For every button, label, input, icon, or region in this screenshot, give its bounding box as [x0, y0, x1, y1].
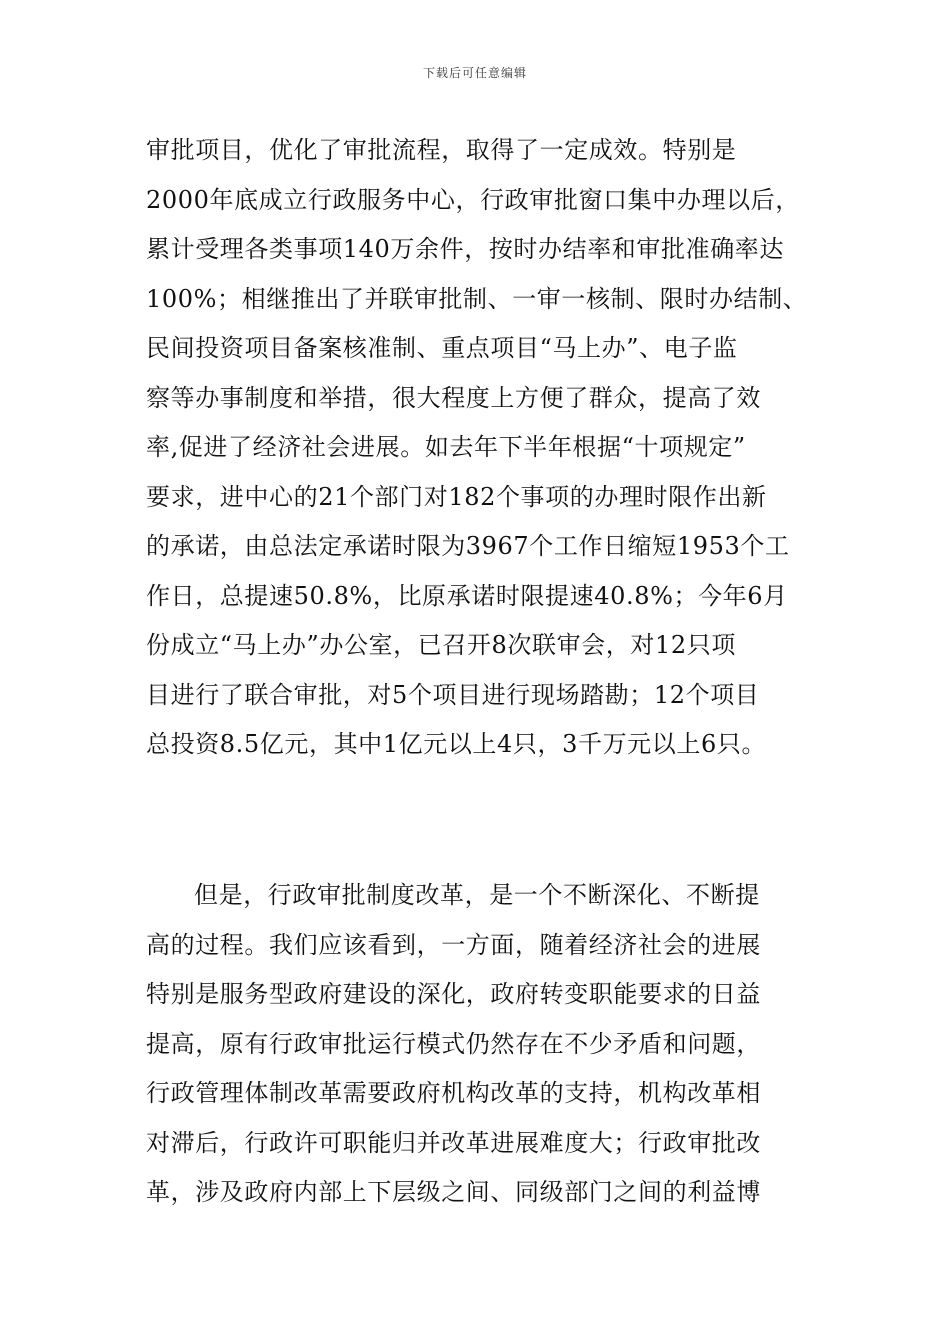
text-line: 的承诺，由总法定承诺时限为3967个工作日缩短1953个工 — [146, 532, 790, 560]
text-line: 特别是服务型政府建设的深化，政府转变职能要求的日益 — [146, 980, 761, 1008]
paragraph-1 — [146, 126, 826, 770]
text-line: 行政管理体制改革需要政府机构改革的支持，机构改革相 — [146, 1079, 761, 1107]
page-header: 下载后可任意编辑 — [422, 66, 527, 80]
text-line: 民间投资项目备案核准制、重点项目“马上办”、电子监 — [146, 334, 738, 362]
text-line: 审批项目，优化了审批流程，取得了一定成效。特别是 — [146, 136, 737, 164]
text-line: 份成立“马上办”办公室，已召开8次联审会，对12只项 — [146, 631, 736, 659]
text-line: 率,促进了经济社会进展。如去年下半年根据“十项规定” — [146, 433, 746, 461]
text-line: 提高，原有行政审批运行模式仍然存在不少矛盾和问题， — [146, 1029, 761, 1058]
text-line: 100%；相继推出了并联审批制、一审一核制、限时办结制、 — [146, 284, 808, 313]
paragraph-2 — [146, 871, 826, 1218]
text-line: 目进行了联合审批，对5个项目进行现场踏勘；12个项目 — [146, 680, 760, 709]
text-line: 但是，行政审批制度改革，是一个不断深化、不断提 — [194, 881, 760, 909]
text-line: 总投资8.5亿元，其中1亿元以上4只，3千万元以上6只。 — [146, 730, 767, 758]
text-line: 要求，进中心的21个部门对182个事项的办理时限作出新 — [146, 482, 767, 511]
text-line: 察等办事制度和举措，很大程度上方便了群众，提高了效 — [146, 383, 761, 412]
text-line: 对滞后，行政许可职能归并改革进展难度大；行政审批改 — [146, 1128, 761, 1157]
text-line: 累计受理各类事项140万余件，按时办结率和审批准确率达 — [146, 235, 785, 263]
text-line: 2000年底成立行政服务中心，行政审批窗口集中办理以后， — [146, 185, 800, 214]
text-line: 高的过程。我们应该看到，一方面，随着经济社会的进展 — [146, 930, 761, 959]
text-line: 革，涉及政府内部上下层级之间、同级部门之间的利益博 — [146, 1178, 761, 1206]
text-line: 作日，总提速50.8%，比原承诺时限提速40.8%；今年6月 — [146, 581, 788, 610]
